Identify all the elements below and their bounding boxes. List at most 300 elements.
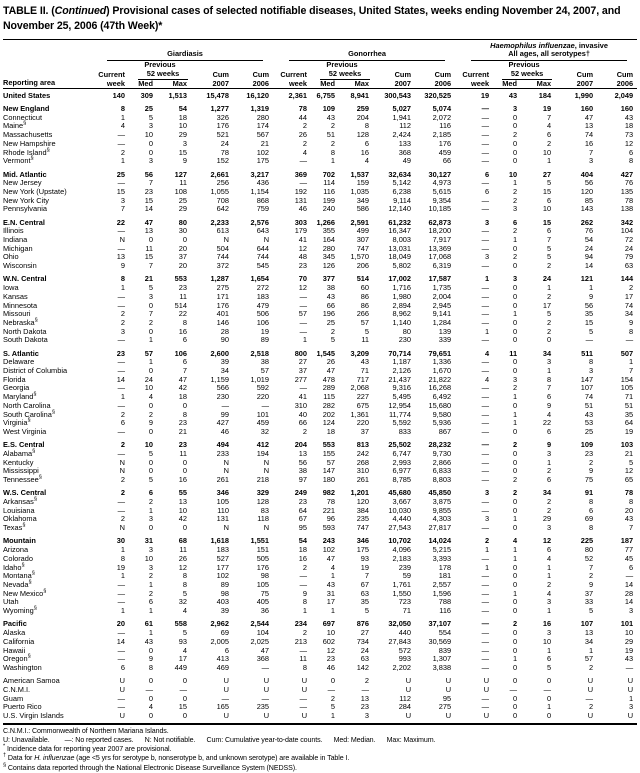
- cell: 644: [256, 243, 270, 253]
- cell: 788: [438, 597, 452, 607]
- cell: 54: [584, 235, 594, 245]
- cell: 37: [360, 426, 370, 436]
- cell: 0: [182, 693, 187, 703]
- cell: 1,941: [392, 112, 412, 122]
- cell: 372: [216, 261, 229, 271]
- cell: 5,027: [392, 103, 412, 113]
- cell: —: [481, 261, 490, 271]
- cell: —: [481, 693, 490, 703]
- cell: 10: [542, 204, 552, 214]
- row-label: Pacific: [3, 619, 27, 629]
- cell: 553: [322, 440, 336, 450]
- cell: U: [223, 676, 229, 686]
- cell: 868: [256, 195, 270, 205]
- cell: 554: [438, 628, 452, 638]
- cell: —: [481, 497, 490, 507]
- cell: 120: [356, 497, 370, 507]
- cell: 717: [356, 374, 370, 384]
- cell: 25: [326, 317, 336, 327]
- cell: 266: [356, 309, 370, 319]
- cell: 147: [322, 466, 336, 476]
- cell: 10: [542, 147, 552, 157]
- cell: 23: [178, 440, 187, 450]
- cell: 4: [546, 121, 552, 131]
- cell: 6: [629, 147, 634, 157]
- cell: 1,159: [210, 374, 229, 384]
- cell: —: [361, 684, 370, 694]
- cell: 1: [546, 571, 552, 581]
- cell: 89: [260, 335, 270, 345]
- cell: 14: [624, 580, 634, 589]
- cell: 5: [148, 448, 153, 458]
- cell: 21: [260, 138, 270, 148]
- cell: —: [481, 702, 490, 712]
- cell: 80: [178, 217, 187, 227]
- cell: 8: [629, 326, 634, 336]
- cell: 3,667: [392, 497, 412, 507]
- cell: 106: [256, 317, 270, 327]
- cell: 4,973: [432, 178, 452, 188]
- cell: 14: [116, 636, 125, 646]
- cell: 2: [588, 662, 594, 672]
- cell: 8: [546, 374, 552, 384]
- cell: 3: [629, 606, 634, 616]
- cell: 0: [148, 466, 153, 476]
- giardiasis-cum2007-header: Cum 2007: [212, 70, 229, 88]
- cell: 74: [584, 130, 594, 140]
- cell: 70: [298, 274, 308, 284]
- table-row: [3, 157, 637, 166]
- cell: 3: [148, 291, 153, 301]
- cell: —: [481, 178, 490, 188]
- cell: 310: [294, 400, 308, 410]
- cell: 131: [216, 514, 229, 524]
- cell: 124: [322, 418, 336, 428]
- cell: 2: [330, 138, 336, 148]
- cell: —: [221, 693, 229, 703]
- cell: 734: [356, 636, 370, 646]
- cell: 42: [178, 514, 187, 524]
- cell: 15: [144, 252, 153, 262]
- cell: 7: [148, 309, 153, 319]
- row-label: New Jersey: [3, 178, 42, 188]
- cell: 83: [260, 505, 270, 515]
- cell: 74: [624, 300, 634, 310]
- table-row: [3, 179, 637, 188]
- cell: 553: [174, 274, 187, 284]
- table-row: [3, 546, 637, 555]
- cell: 511: [581, 348, 594, 358]
- cell: 10: [542, 636, 552, 646]
- cell: 52: [584, 553, 594, 563]
- cell: 56: [584, 178, 594, 188]
- cell: 47: [178, 374, 187, 384]
- cell: 220: [356, 418, 370, 428]
- table-row: [3, 428, 637, 437]
- cell: 29: [178, 204, 187, 214]
- cell: —: [481, 440, 490, 450]
- cell: 0: [512, 636, 518, 646]
- cell: 74: [584, 392, 594, 402]
- cell: 17,587: [428, 274, 452, 284]
- cell: 280: [322, 243, 336, 253]
- title-part3: ) Provisional cases of selected notifiable diseases, United States, weeks ending November 24, 2007, and November 25, 2006 (47th Week)*: [3, 5, 621, 33]
- cell: N: [119, 457, 125, 467]
- cell: 13: [584, 628, 594, 638]
- table-row: [3, 188, 637, 197]
- cell: U: [627, 711, 634, 721]
- cell: 57: [326, 457, 336, 467]
- cell: —: [481, 400, 490, 410]
- table-row: [3, 524, 637, 533]
- cell: 17: [624, 291, 634, 301]
- cell: 36: [260, 606, 270, 616]
- cell: 27: [360, 628, 370, 638]
- cell: 1: [512, 418, 518, 428]
- cell: 151: [256, 545, 270, 555]
- cell: 2,233: [210, 217, 229, 227]
- cell: 8: [182, 571, 187, 581]
- cell: 6: [546, 475, 552, 485]
- cell: 4: [148, 702, 153, 712]
- cell: 7: [364, 571, 370, 581]
- cell: 114: [323, 178, 336, 188]
- cell: 0: [182, 676, 187, 686]
- table-row: [3, 607, 637, 616]
- cell: 2,126: [392, 366, 412, 376]
- cell: 29: [178, 130, 187, 140]
- row-label: United States: [3, 90, 51, 100]
- cell: 15: [542, 217, 552, 227]
- cell: 320,525: [424, 90, 452, 100]
- cell: 459: [256, 418, 270, 428]
- region-total-row: [3, 89, 637, 101]
- cell: 2: [364, 676, 370, 686]
- cell: 6: [546, 195, 552, 205]
- cell: 104: [620, 226, 634, 236]
- cell: 12: [298, 283, 308, 293]
- cell: —: [481, 645, 490, 655]
- cell: 469: [216, 662, 229, 672]
- cell: 154: [620, 374, 634, 384]
- cell: 43: [360, 357, 370, 367]
- cell: 73: [624, 130, 634, 140]
- cell: U: [405, 711, 412, 721]
- hib-name-line: Haemophilus influenzae, invasive: [490, 40, 609, 50]
- cell: 59: [402, 571, 412, 581]
- cell: 982: [322, 488, 336, 498]
- table-row: [3, 284, 637, 293]
- cell: 230: [216, 392, 229, 402]
- cell: 61: [144, 619, 153, 629]
- cell: 6: [546, 654, 552, 664]
- cell: 289: [322, 383, 336, 393]
- cell: 5: [330, 335, 336, 345]
- cell: 6: [148, 597, 153, 607]
- cell: 4,096: [392, 545, 412, 555]
- cell: 18: [178, 392, 187, 402]
- cell: 0: [148, 138, 153, 148]
- cell: 4: [182, 606, 187, 616]
- cell: —: [481, 475, 490, 485]
- cell: 15,680: [428, 400, 452, 410]
- table-row: [3, 262, 637, 271]
- cell: 8: [302, 662, 308, 672]
- cell: 3: [512, 274, 518, 284]
- cell: —: [481, 392, 490, 402]
- cell: 2: [546, 261, 552, 271]
- cell: 16,347: [388, 226, 412, 236]
- cell: 67: [298, 514, 308, 524]
- table-row: [3, 253, 637, 262]
- cell: 12: [178, 562, 187, 572]
- cell: 5: [546, 178, 552, 188]
- cell: 8: [182, 409, 187, 419]
- cell: 9,730: [432, 448, 452, 458]
- cell: —: [299, 571, 308, 581]
- cell: 9,141: [432, 309, 452, 319]
- cell: 29: [542, 514, 552, 524]
- cell: 79: [624, 252, 634, 262]
- cell: 98: [220, 588, 229, 598]
- cell: 15: [116, 186, 125, 196]
- cell: 8: [588, 523, 594, 533]
- cell: 6: [120, 662, 125, 672]
- cell: 89: [220, 580, 229, 589]
- table-row: [3, 467, 637, 476]
- cell: 545: [256, 261, 270, 271]
- table-row: [3, 686, 637, 695]
- cell: 436: [256, 178, 270, 188]
- table-row: [3, 581, 637, 590]
- cell: U: [301, 684, 308, 694]
- cell: U: [263, 676, 270, 686]
- cell: 1,187: [392, 357, 412, 367]
- cell: 2,183: [392, 553, 412, 563]
- cell: —: [481, 654, 490, 664]
- cell: 5: [148, 112, 153, 122]
- cell: 2: [588, 457, 594, 467]
- cell: 0: [512, 702, 518, 712]
- cell: 2: [330, 326, 336, 336]
- cell: —: [261, 662, 270, 672]
- cell: 2: [148, 571, 153, 581]
- cell: 23: [178, 283, 187, 293]
- cell: 307: [356, 235, 370, 245]
- cell: 60: [360, 283, 370, 293]
- cell: 139: [438, 326, 452, 336]
- cell: 17: [542, 300, 552, 310]
- cell: 120: [580, 186, 594, 196]
- cell: 277: [294, 374, 308, 384]
- cell: 18: [624, 121, 634, 131]
- cell: 5: [148, 283, 153, 293]
- cell: 1: [120, 606, 125, 616]
- cell: 0: [182, 523, 187, 533]
- cell: 8: [588, 357, 594, 367]
- cell: 744: [256, 252, 270, 262]
- cell: 43: [624, 654, 634, 664]
- cell: 7: [629, 523, 634, 533]
- cell: 2: [120, 317, 125, 327]
- cell: 37: [178, 252, 187, 262]
- cell: 6: [546, 392, 552, 402]
- cell: 329: [256, 488, 270, 498]
- cell: —: [299, 291, 308, 301]
- cell: —: [117, 335, 125, 345]
- cell: 0: [148, 457, 153, 467]
- cell: 101: [620, 619, 634, 629]
- cell: 78: [298, 103, 308, 113]
- cell: N: [263, 523, 270, 533]
- cell: 5: [546, 252, 552, 262]
- footnote-legend: U: Unavailable. —: No reported cases. N: Not notifiable. Cum: Cumulative year-to-date counts. Med: Median. Max: Maximum.: [3, 735, 436, 744]
- hib-subtitle: All ages, all serotypes†: [508, 49, 590, 59]
- table-row: [3, 205, 637, 214]
- cell: 527: [216, 553, 229, 563]
- row-label: Pennsylvania: [3, 204, 47, 214]
- cell: 3: [148, 121, 153, 131]
- cell: 19: [480, 90, 490, 100]
- cell: 7,917: [432, 235, 452, 245]
- cell: 37: [584, 588, 594, 598]
- cell: —: [117, 702, 125, 712]
- cell: 23: [298, 497, 308, 507]
- row-label: South Carolina§: [3, 409, 56, 419]
- table-row: [3, 673, 637, 686]
- cell: —: [481, 366, 490, 376]
- table-row: [3, 376, 637, 385]
- cell: 21,822: [428, 374, 452, 384]
- cell: 6: [546, 545, 552, 555]
- cell: 3: [546, 597, 552, 607]
- cell: 272: [256, 283, 270, 293]
- table-title: [3, 4, 637, 35]
- cell: —: [585, 335, 594, 345]
- cell: U: [263, 711, 270, 721]
- cell: 23: [116, 348, 125, 358]
- cell: 1,990: [574, 90, 594, 100]
- table-row: [3, 564, 637, 573]
- region-total-row: [3, 345, 637, 358]
- row-label: Minnesota: [3, 300, 38, 310]
- row-label: Louisiana: [3, 505, 35, 515]
- cell: —: [481, 138, 490, 148]
- row-label: Kentucky: [3, 457, 34, 467]
- giardiasis-group-header: Giardiasis: [91, 39, 273, 61]
- cell: 602: [322, 636, 336, 646]
- cell: 57: [144, 348, 153, 358]
- table-row: [3, 402, 637, 411]
- cell: 275: [216, 283, 229, 293]
- cell: 37,107: [428, 619, 452, 629]
- cell: —: [117, 497, 125, 507]
- cell: U: [119, 684, 125, 694]
- cell: 8: [182, 317, 187, 327]
- cell: 225: [580, 536, 594, 546]
- cell: 27,543: [388, 523, 412, 533]
- cell: 28: [220, 326, 229, 336]
- cell: 78: [326, 497, 336, 507]
- cell: 206: [356, 261, 370, 271]
- cell: 105: [620, 383, 634, 393]
- cell: 2,068: [350, 383, 370, 393]
- cell: 38: [260, 357, 270, 367]
- cell: 30,127: [428, 169, 452, 179]
- cell: 1,654: [250, 274, 270, 284]
- cell: 6,747: [392, 448, 412, 458]
- cell: 63: [360, 588, 370, 598]
- cell: —: [481, 130, 490, 140]
- cell: U: [587, 684, 594, 694]
- table-header: [3, 39, 637, 89]
- cell: 5,142: [392, 178, 412, 188]
- cell: —: [117, 138, 125, 148]
- cell: —: [481, 628, 490, 638]
- cell: 20: [178, 261, 187, 271]
- cell: 35: [360, 597, 370, 607]
- cell: 1: [512, 235, 518, 245]
- cell: 204: [356, 112, 370, 122]
- cell: 10: [144, 130, 153, 140]
- cell: 0: [512, 580, 518, 589]
- table-row: [3, 384, 637, 393]
- region-total-row: [3, 485, 637, 498]
- cell: 0: [512, 326, 518, 336]
- cell: 33: [584, 597, 594, 607]
- cell: 14: [116, 374, 125, 384]
- cell: 1,618: [210, 536, 229, 546]
- table-row: [3, 411, 637, 420]
- cell: 7: [629, 366, 634, 376]
- cell: 1: [512, 392, 518, 402]
- cell: 6,492: [432, 392, 452, 402]
- cell: 6: [588, 505, 594, 515]
- cell: —: [481, 291, 490, 301]
- title-part1: TABLE II. (: [3, 5, 55, 17]
- cell: —: [481, 505, 490, 515]
- cell: 105: [256, 580, 270, 589]
- row-label: S. Atlantic: [3, 348, 39, 358]
- row-label: Connecticut: [3, 112, 43, 122]
- cell: 1: [629, 693, 634, 703]
- cell: 300,543: [384, 90, 412, 100]
- cell: 51: [326, 130, 336, 140]
- cell: 61,232: [388, 217, 412, 227]
- cell: —: [299, 702, 308, 712]
- cell: —: [509, 684, 518, 694]
- cell: 6: [629, 562, 634, 572]
- cell: 309: [140, 90, 153, 100]
- cell: 138: [620, 204, 634, 214]
- cell: 165: [216, 702, 229, 712]
- cell: 1: [302, 335, 308, 345]
- cell: —: [481, 121, 490, 131]
- cell: 744: [216, 252, 229, 262]
- cell: 6: [224, 645, 229, 655]
- cell: 1,513: [168, 90, 187, 100]
- cell: 1: [120, 545, 125, 555]
- cell: —: [117, 597, 125, 607]
- cell: 592: [256, 383, 270, 393]
- cell: 183: [256, 291, 270, 301]
- cell: 9,580: [432, 409, 452, 419]
- cell: 0: [512, 597, 518, 607]
- cell: —: [481, 580, 490, 589]
- cell: 26: [326, 357, 336, 367]
- cell: 178: [438, 562, 452, 572]
- notifiable-diseases-table: [3, 39, 637, 725]
